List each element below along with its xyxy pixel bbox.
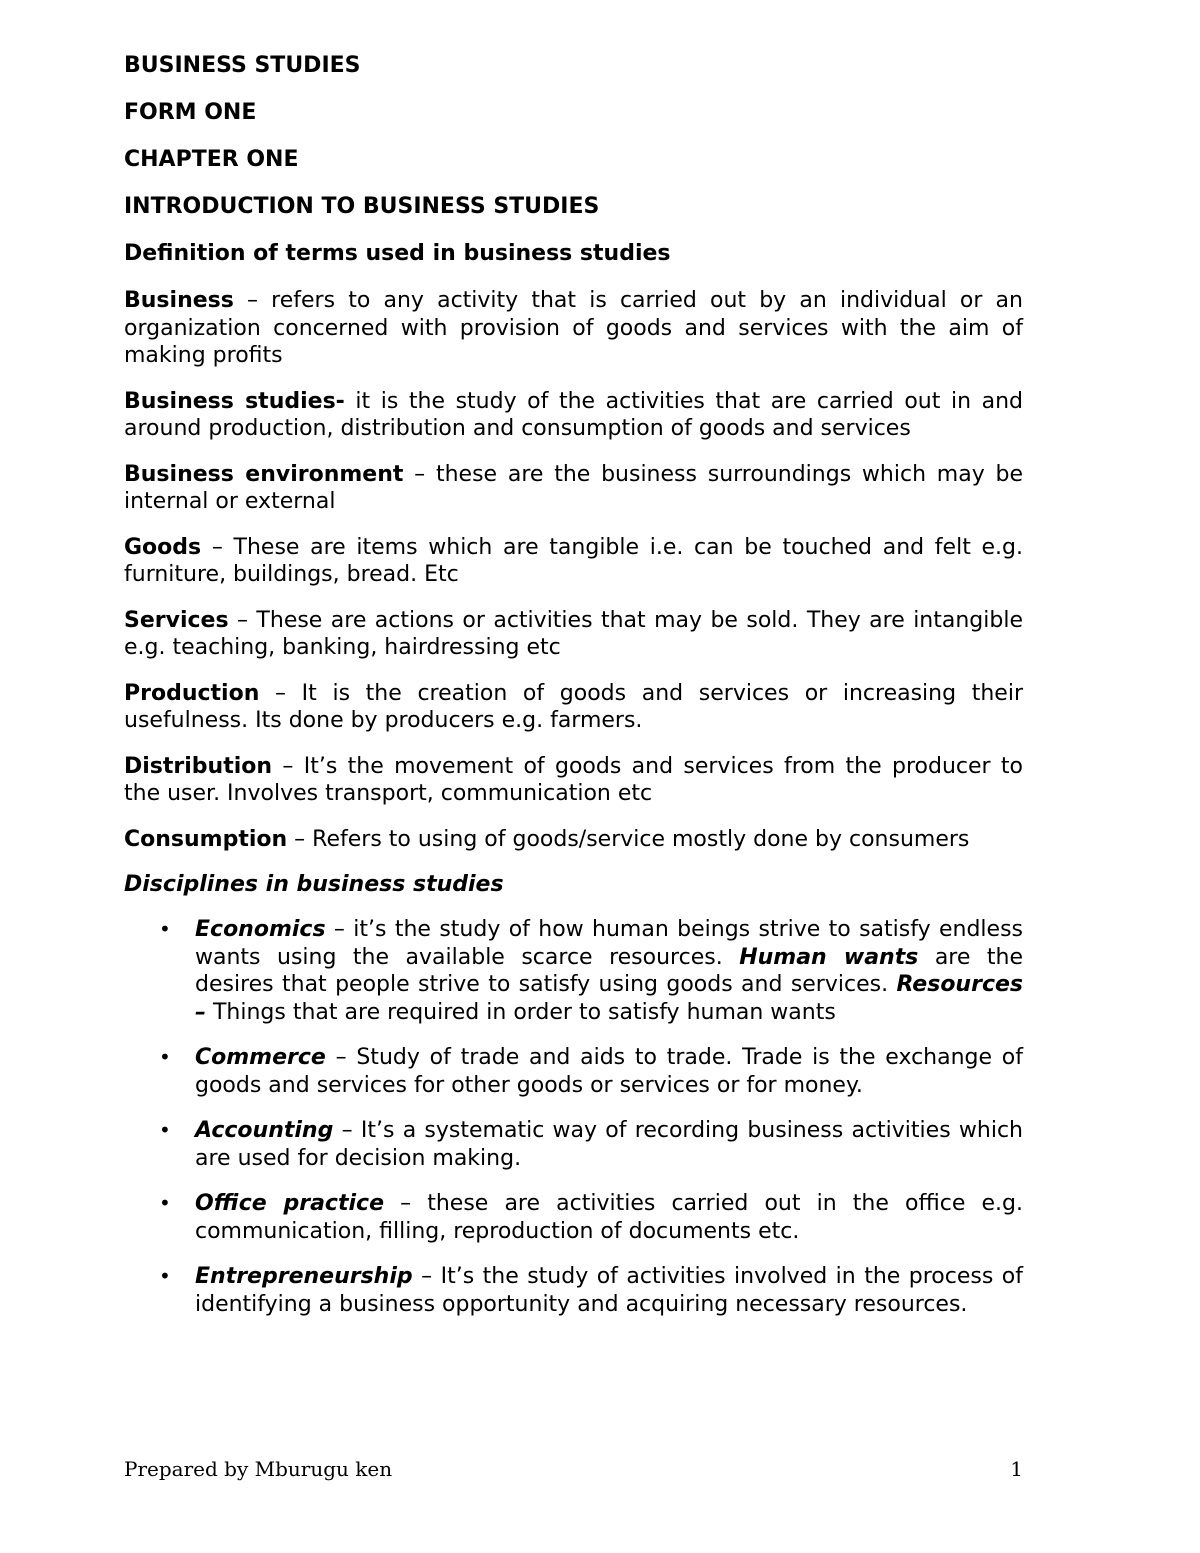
disciplines-list [124, 916, 1023, 1318]
list-item-economics [124, 916, 1023, 1026]
title-heading: INTRODUCTION TO BUSINESS STUDIES [124, 194, 600, 219]
definition-consumption [124, 826, 1023, 854]
discipline-term: Accounting [195, 1118, 334, 1143]
chapter-heading: CHAPTER ONE [124, 147, 299, 172]
definition-text: – refers to any activity that is carried out by an individual or an organization concerned with provision of goods and services with the aim of making profits [124, 288, 1023, 368]
definition-term: Consumption [124, 826, 288, 852]
discipline-text: – it’s the study of how human beings strive to satisfy endless wants using the available scarce resources. [195, 917, 1023, 970]
discipline-term: Economics [195, 917, 326, 942]
definition-text: – these are the business surroundings which may be internal or external [124, 461, 1023, 514]
definition-text: – These are items which are tangible i.e. can be touched and felt e.g. furniture, buildings, bread. Etc [124, 534, 1023, 587]
disciplines-heading: Disciplines in business studies [124, 872, 504, 897]
list-item-accounting [124, 1117, 1023, 1172]
discipline-term: Entrepreneurship [195, 1264, 413, 1289]
definition-term: Services [124, 607, 229, 633]
definition-term: Goods [124, 534, 202, 560]
bullet-icon: • [159, 1118, 171, 1142]
definition-services [124, 607, 1023, 662]
definition-business-studies [124, 388, 1023, 443]
bullet-icon: • [159, 1264, 171, 1288]
definition-production [124, 680, 1023, 735]
definition-business [124, 287, 1023, 370]
definition-distribution [124, 753, 1023, 808]
discipline-text: – these are activities carried out in the office e.g. communication, filling, reproduction of documents etc. [195, 1191, 1023, 1244]
definition-text: – Refers to using of goods/service mostly done by consumers [287, 826, 970, 852]
list-item-commerce [124, 1044, 1023, 1099]
definition-term: Distribution [124, 753, 273, 779]
discipline-text: – Study of trade and aids to trade. Trade is the exchange of goods and services for other goods or services or for money. [195, 1045, 1023, 1098]
definition-term: Business [124, 288, 234, 313]
form-heading: FORM ONE [124, 100, 257, 125]
definition-text: – These are actions or activities that may be sold. They are intangible e.g. teaching, banking, hairdressing etc [124, 607, 1023, 660]
discipline-term: Office practice [195, 1191, 384, 1216]
definition-term: Production [124, 680, 260, 706]
section-heading: Definition of terms used in business studies [124, 241, 671, 266]
definition-term: Business environment [124, 461, 404, 487]
human-wants-text: are the desires that people strive to satisfy using goods and services. [195, 944, 1024, 997]
definition-goods [124, 534, 1023, 589]
page-footer [124, 1457, 1023, 1487]
discipline-text: – It’s the study of activities involved in the process of identifying a business opportunity and acquiring necessary resources. [195, 1264, 1023, 1317]
list-item-office-practice [124, 1190, 1023, 1245]
bullet-icon: • [159, 1191, 171, 1215]
page-number: 1 [1010, 1457, 1023, 1481]
definition-text: it is the study of the activities that are carried out in and around production, distribution and consumption of goods and services [124, 388, 1023, 441]
list-item-entrepreneurship [124, 1263, 1023, 1318]
discipline-term: Commerce [195, 1045, 326, 1070]
bullet-icon: • [159, 1045, 171, 1069]
subject-heading: BUSINESS STUDIES [124, 53, 361, 78]
discipline-text: – It’s a systematic way of recording business activities which are used for decision making. [195, 1118, 1023, 1171]
bullet-icon: • [159, 917, 171, 941]
human-wants-term: Human wants [739, 944, 919, 970]
definition-business-environment [124, 461, 1023, 516]
definition-text: – It’s the movement of goods and services from the producer to the user. Involves transport, communication etc [124, 753, 1023, 806]
footer-author: Prepared by Mburugu ken [124, 1457, 393, 1481]
resources-term: Resources – [195, 972, 1023, 1025]
page-content [124, 52, 1023, 1336]
resources-text: Things that are required in order to satisfy human wants [206, 999, 836, 1025]
definition-term: Business studies- [124, 388, 345, 414]
definition-text: – It is the creation of goods and services or increasing their usefulness. Its done by producers e.g. farmers. [124, 680, 1023, 733]
